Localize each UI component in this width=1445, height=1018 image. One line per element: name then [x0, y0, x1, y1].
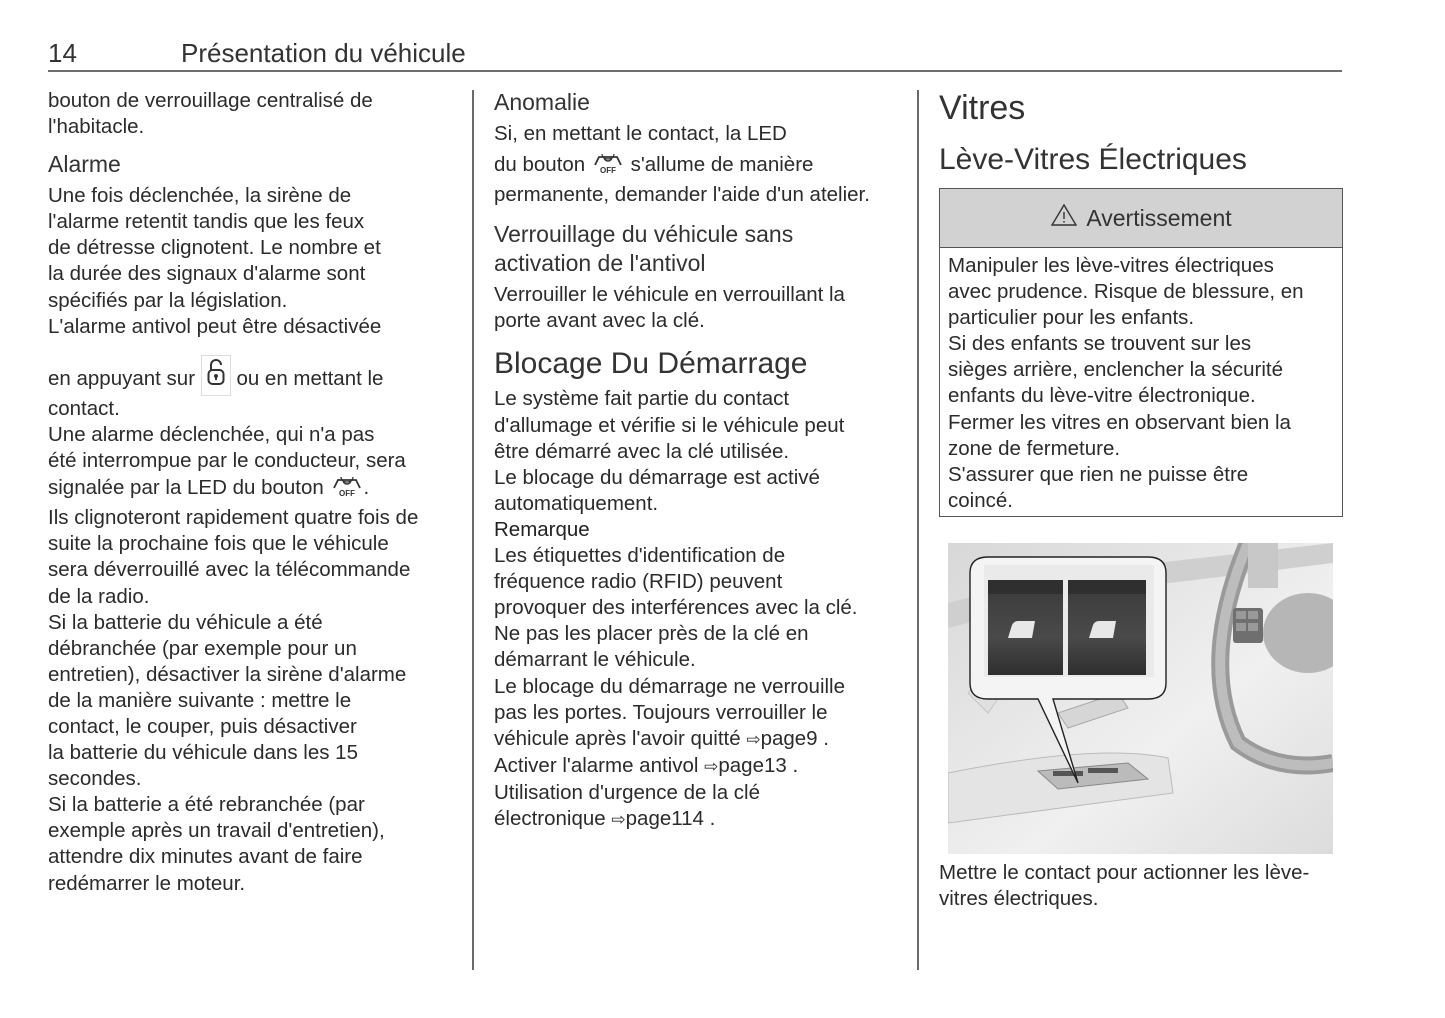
text-line: Si la batterie du véhicule a été — [48, 610, 323, 634]
text-line: permanente, demander l'aide d'un atelier. — [494, 183, 870, 207]
text-line: coincé. — [948, 488, 1013, 512]
text-line: zone de fermeture. — [948, 436, 1121, 460]
text-line: pas les portes. Toujours verrouiller le — [494, 700, 828, 724]
column-right — [939, 88, 1344, 912]
figure-caption — [939, 860, 1344, 912]
xref-line: véhicule après l'avoir quitté ⇨page9 . — [494, 726, 829, 750]
text-line: secondes. — [48, 767, 142, 791]
text-line-with-icon: en appuyant sur ou en mettant le — [48, 355, 458, 396]
note-label: Remarque — [494, 517, 590, 541]
text-line: Le blocage du démarrage est activé — [494, 465, 820, 489]
intro-line: l'habitacle. — [48, 115, 145, 139]
text-line: Fermer les vitres en observant bien la — [948, 410, 1291, 434]
heading-anomalie: Anomalie — [494, 89, 590, 115]
text-line: avec prudence. Risque de blessure, en — [948, 280, 1304, 304]
text-line: être démarré avec la clé utilisée. — [494, 439, 790, 463]
text-line: Si, en mettant le contact, la LED — [494, 122, 787, 145]
text-line: fréquence radio (RFID) peuvent — [494, 570, 783, 594]
text-line: suite la prochaine fois que le véhicule — [48, 532, 389, 556]
page-link[interactable]: page13 — [718, 753, 787, 777]
arrow-icon: ⇨ — [746, 729, 761, 749]
text-line: de la manière suivante : mettre le — [48, 688, 352, 712]
text-line: provoquer des interférences avec la clé. — [494, 596, 858, 620]
column-divider-2 — [917, 90, 919, 970]
svg-text:OFF: OFF — [338, 489, 355, 499]
text-line: été interrompue par le conducteur, sera — [48, 449, 406, 473]
text-line: Si des enfants se trouvent sur les — [948, 332, 1252, 356]
text-line: Verrouiller le véhicule en verrouillant la — [494, 283, 845, 307]
window-switch-illustration — [948, 543, 1333, 854]
text-line: vitres électriques. — [939, 887, 1099, 911]
arrow-icon: ⇨ — [611, 809, 626, 829]
page-link[interactable]: page114 — [625, 806, 704, 830]
text-line: sera déverrouillé avec la télécommande — [48, 558, 411, 582]
text-line: la batterie du véhicule dans les 15 — [48, 741, 358, 765]
text-line: l'alarme retentit tandis que les feux — [48, 210, 365, 234]
text-line: la durée des signaux d'alarme sont — [48, 262, 366, 286]
heading-vitres: Vitres — [939, 89, 1026, 127]
text-line: débranchée (par exemple pour un — [48, 636, 357, 660]
arrow-icon: ⇨ — [704, 756, 719, 776]
heading-verrouillage: Verrouillage du véhicule sans — [494, 221, 794, 248]
column-middle — [494, 88, 904, 833]
column-divider-1 — [472, 90, 474, 970]
text-line: Utilisation d'urgence de la clé — [494, 780, 761, 804]
text-line: Ils clignoteront rapidement quatre fois de — [48, 506, 419, 530]
text-line: Une fois déclenchée, la sirène de — [48, 184, 352, 208]
text-line: particulier pour les enfants. — [948, 306, 1195, 330]
text-line-with-icon: signalée par la LED du bouton OFF . — [48, 474, 458, 505]
text-line: Le blocage du démarrage ne verrouille — [494, 674, 846, 698]
text-line: Ne pas les placer près de la clé en — [494, 622, 809, 646]
text-line: S'assurer que rien ne puisse être — [948, 462, 1249, 486]
text-line: Manipuler les lève-vitres électriques — [948, 254, 1274, 277]
text-line: d'allumage et vérifie si le véhicule peut — [494, 413, 845, 437]
page-number: 14 — [48, 38, 77, 68]
warning-body — [940, 248, 1342, 516]
svg-text:OFF: OFF — [599, 166, 616, 176]
unlock-icon — [201, 355, 231, 396]
text-line: de détresse clignotent. Le nombre et — [48, 236, 381, 260]
text-line: redémarrer le moteur. — [48, 871, 246, 895]
text-line: de la radio. — [48, 584, 150, 608]
text-line: porte avant avec la clé. — [494, 309, 705, 333]
xref-line: Activer l'alarme antivol ⇨page13 . — [494, 753, 799, 777]
text-line: Le système fait partie du contact — [494, 387, 790, 411]
xref-line: électronique ⇨page114 . — [494, 806, 716, 830]
page-header — [48, 36, 1342, 72]
page-title: Présentation du véhicule — [181, 38, 466, 68]
text-line: automatiquement. — [494, 491, 659, 515]
warning-icon — [1050, 203, 1078, 232]
warning-title: Avertissement — [1086, 204, 1232, 231]
text-line: contact, le couper, puis désactiver — [48, 714, 357, 738]
text-line: L'alarme antivol peut être désactivée — [48, 314, 382, 338]
intro-line: bouton de verrouillage centralisé de — [48, 89, 373, 112]
heading-leve-vitres: Lève-Vitres Électriques — [939, 143, 1247, 176]
text-line: Les étiquettes d'identification de — [494, 544, 786, 568]
text-line: Mettre le contact pour actionner les lève- — [939, 860, 1310, 884]
text-line: spécifiés par la législation. — [48, 288, 288, 312]
heading-alarme: Alarme — [48, 151, 121, 178]
text-line: enfants du lève-vitre électronique. — [948, 384, 1256, 408]
column-left — [48, 88, 458, 897]
heading-blocage: Blocage Du Démarrage — [494, 347, 808, 381]
text-line-with-icon: du bouton OFF s'allume de manière — [494, 151, 904, 182]
text-line: contact. — [48, 396, 120, 420]
alarm-off-icon — [591, 151, 625, 182]
text-line: Si la batterie a été rebranchée (par — [48, 793, 365, 817]
text-line: sièges arrière, enclencher la sécurité — [948, 358, 1283, 382]
text-line: exemple après un travail d'entretien), — [48, 819, 385, 843]
page-link[interactable]: page9 — [760, 726, 818, 750]
alarm-off-icon — [330, 474, 364, 505]
heading-verrouillage: activation de l'antivol — [494, 250, 706, 277]
warning-box — [939, 188, 1343, 517]
text-line: démarrant le véhicule. — [494, 648, 696, 672]
text-line: entretien), désactiver la sirène d'alarme — [48, 662, 407, 686]
warning-header — [940, 189, 1342, 248]
text-line: attendre dix minutes avant de faire — [48, 845, 363, 869]
text-line: Une alarme déclenchée, qui n'a pas — [48, 422, 375, 446]
